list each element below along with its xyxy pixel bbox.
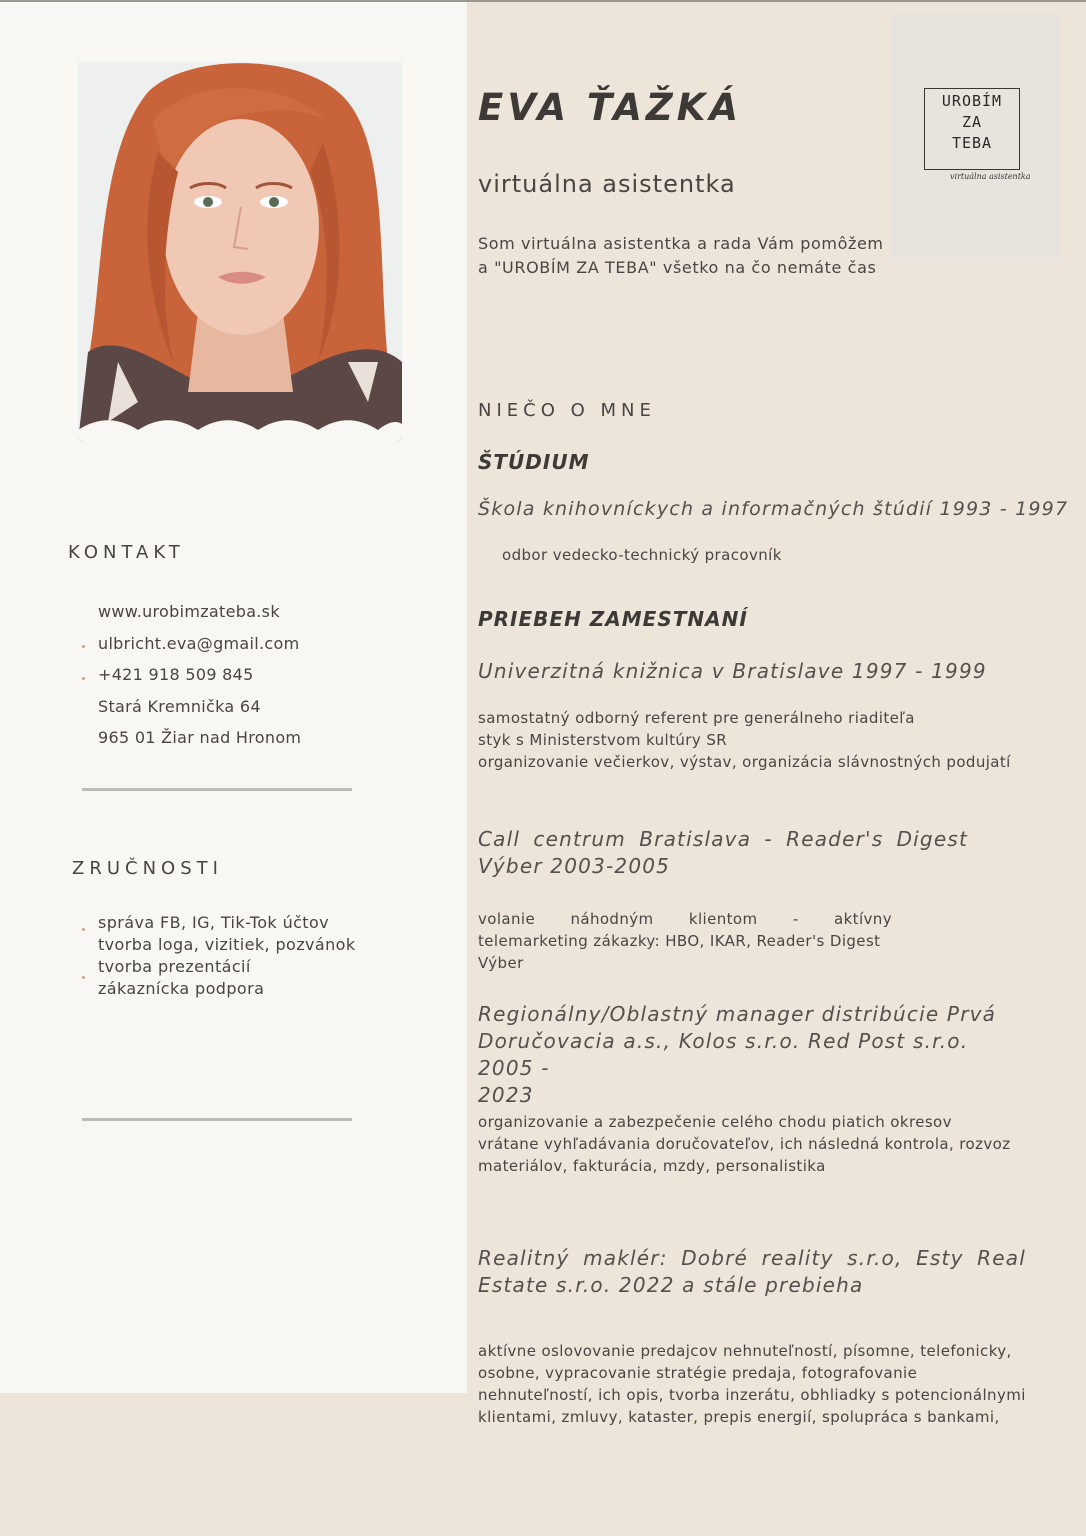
intro-text [478, 232, 928, 280]
job-title-line: Estate s.r.o. 2022 a stále prebieha [478, 1273, 864, 1297]
study-detail: odbor vedecko-technický pracovník [502, 546, 782, 564]
job-detail-line: klientami, zmluvy, kataster, prepis energií, spolupráca s bankami, [478, 1408, 1000, 1426]
job-detail-line: aktívne oslovovanie predajcov nehnuteľností, písomne, telefonicky, [478, 1342, 1012, 1360]
job-title-line: Realitný maklér: Dobré reality s.r.o, Esty Real [478, 1246, 1026, 1270]
job-details [478, 1111, 1011, 1177]
about-heading: NIEČO O MNE [478, 400, 656, 421]
skills-heading: ZRUČNOSTI [72, 858, 223, 879]
job-detail-line: Výber [478, 954, 524, 972]
job-detail-line: styk s Ministerstvom kultúry SR [478, 731, 728, 749]
bullet-dot [82, 928, 85, 931]
study-heading: ŠTÚDIUM [478, 450, 590, 474]
logo-tagline: virtuálna asistentka [950, 172, 1031, 181]
bullet-dot [82, 976, 85, 979]
skill-item: tvorba prezentácií [98, 957, 251, 976]
job-detail-line: vrátane vyhľadávania doručovateľov, ich následná kontrola, rozvoz [478, 1135, 1011, 1153]
person-role: virtuálna asistentka [478, 170, 736, 198]
job-title-line: Výber 2003-2005 [478, 854, 671, 878]
contact-email-link[interactable]: ulbricht.eva@gmail.com [98, 633, 300, 653]
intro-line: Som virtuálna asistentka a rada Vám pomôžem [478, 234, 884, 253]
intro-line: a "UROBÍM ZA TEBA" všetko na čo nemáte čas [478, 258, 877, 277]
bullet-dot [82, 645, 85, 648]
job-title-line: Doručovacia a.s., Kolos s.r.o. Red Post s.r.o. 2005 - [478, 1029, 969, 1080]
job-detail-line: nehnuteľností, ich opis, tvorba inzerátu, obhliadky s potencionálnymi [478, 1386, 1026, 1404]
section-divider [82, 1118, 352, 1121]
job-details [478, 707, 1011, 773]
profile-photo [78, 62, 402, 442]
job-details [478, 1340, 1026, 1428]
work-heading: PRIEBEH ZAMESTNANÍ [478, 607, 748, 631]
logo-line-2: ZA [961, 113, 983, 131]
job-detail-line: volanie náhodným klientom - aktívny [478, 910, 892, 928]
job-detail-line: telemarketing zákazky: HBO, IKAR, Reader's Digest [478, 932, 881, 950]
job-detail-line: materiálov, fakturácia, mzdy, personalistika [478, 1157, 826, 1175]
contact-phone[interactable]: +421 918 509 845 [98, 665, 254, 684]
job-detail-line: samostatný odborný referent pre generálneho riaditeľa [478, 709, 915, 727]
job-detail-line: osobne, vypracovanie stratégie predaja, fotografovanie [478, 1364, 918, 1382]
job-title-line: 2023 [478, 1083, 534, 1107]
contact-street: Stará Kremnička 64 [98, 696, 261, 716]
job-title-line: Regionálny/Oblastný manager distribúcie Prvá [478, 1002, 997, 1026]
skills-list [98, 912, 356, 1000]
contact-city: 965 01 Žiar nad Hronom [98, 728, 302, 747]
study-title: Škola knihovníckych a informačných štúdií 1993 - 1997 [478, 498, 1069, 520]
section-divider [82, 788, 352, 791]
contact-heading: KONTAKT [68, 542, 185, 563]
job-detail-line: organizovanie večierkov, výstav, organizácia slávnostných podujatí [478, 753, 1011, 771]
bullet-dot [82, 677, 85, 680]
job-title [478, 1001, 1023, 1109]
top-rule [0, 0, 1086, 2]
skill-item: správa FB, IG, Tik-Tok účtov [98, 913, 330, 932]
job-title-line: Call centrum Bratislava - Reader's Digest [478, 827, 968, 851]
skill-item: zákaznícka podpora [98, 979, 265, 998]
logo-line-1: UROBÍM [941, 92, 1003, 110]
job-details [478, 908, 892, 974]
job-title [478, 1245, 1026, 1299]
job-detail-line: organizovanie a zabezpečenie celého chodu piatich okresov [478, 1113, 952, 1131]
skill-item: tvorba loga, vizitiek, pozvánok [98, 935, 356, 954]
brand-logo [924, 88, 1020, 170]
logo-line-3: TEBA [951, 134, 993, 152]
person-name: EVA ŤAŽKÁ [478, 86, 743, 129]
job-title: Univerzitná knižnica v Bratislave 1997 - 1999 [478, 659, 987, 683]
contact-list [98, 596, 301, 754]
job-title [478, 826, 968, 880]
contact-website-link[interactable]: www.urobimzateba.sk [98, 602, 280, 621]
